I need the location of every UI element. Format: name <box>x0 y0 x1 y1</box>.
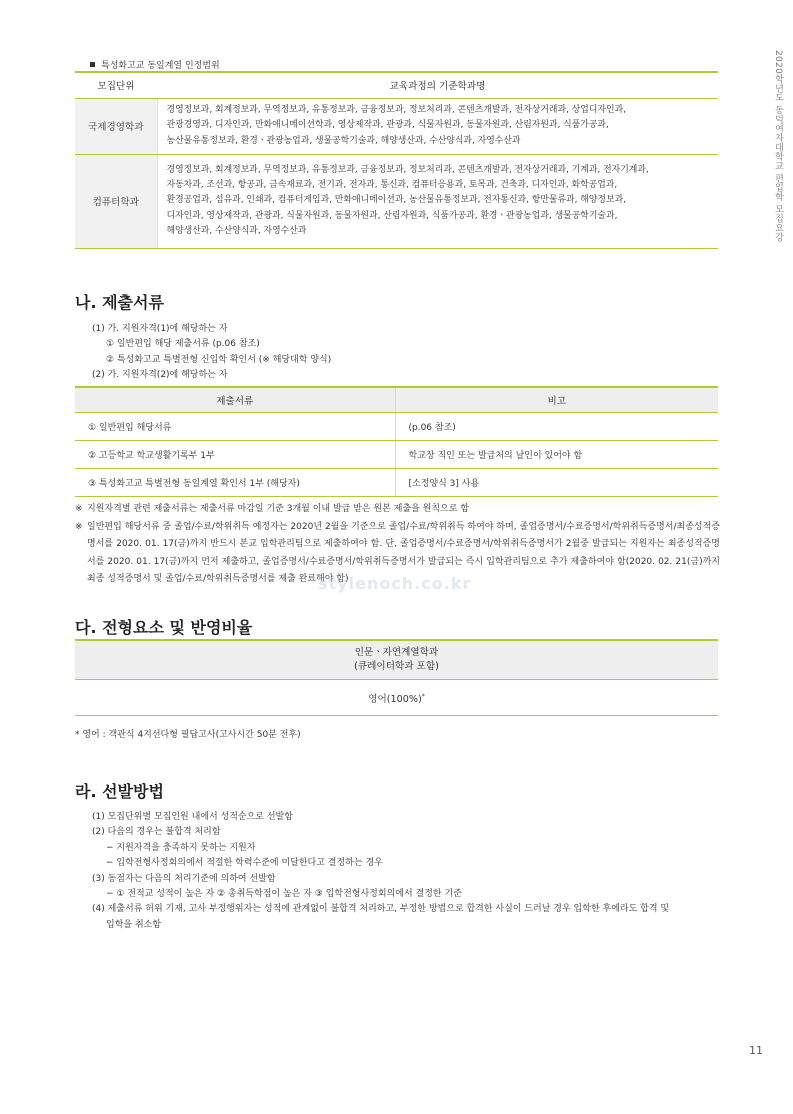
list-item: (1) 가. 지원자격(1)에 해당하는 자 <box>92 324 228 334</box>
documents-table <box>75 386 718 497</box>
remark-cell: 학교장 직인 또는 발급처의 날인이 있어야 함 <box>395 440 718 468</box>
section-title-ratio: 다. 전형요소 및 반영비율 <box>75 618 253 637</box>
square-bullet-icon <box>90 62 95 67</box>
table-header-curriculum: 교육과정의 기준학과명 <box>157 72 718 98</box>
side-running-title: 2020학년도 동덕여자대학교 편입학 모집요강 <box>773 50 783 242</box>
note-item: ※ 일반편입 해당서류 중 졸업/수료/학위취득 예정자는 2020년 2월을 기준으로 졸업/수료/학위취득 하여야 하며, 졸업증명서/수료증명서/학위취득증명서/최종성적증명서를 2020. 01. 17(금)까지 반드시 본교 입학관리팀으로 제출하여야 함. 단, 졸업증명서/수료증명서/학위취득증명서가 2월중 발급되는 지원자는 최종성적증명서를 2020. 01. 17(금)까지 먼저 제출하고, 졸업증명서/수료증명서/학위취득증명서가 발급되는 즉시 입학관리팀으로 추가 제출하여야 함(2020. 02. 21(금)까지 최종 성적증명서 및 졸업/수료/학위취득증명서를 제출 완료해야 함) <box>75 521 720 585</box>
ratio-table <box>75 639 718 716</box>
dept-cell: 컴퓨터학과 <box>75 154 157 248</box>
list-item: (2) 가. 지원자격(2)에 해당하는 자 <box>92 370 228 381</box>
curriculum-cell: 경영정보과, 회계정보과, 무역정보과, 유통정보과, 금융정보과, 정보처리과, 콘텐츠개발과, 전자상거래과, 기계과, 전자기계과, 자동차과, 조선과, 항공과, 금속재료과, 전기과, 전자과, 통신과, 컴퓨터응용과, 토목과, 건축과, 디자인과, 화학공업과, 환경공업과, 섬유과, 인쇄과, 컴퓨터게임과, 만화애니메이션과, 농산물유통정보과, 전자통신과, 항만물류과, 해양정보과, 디자인과, 영상제작과, 관광과, 식물자원과, 동물자원과, 산림자원과, 식품가공과, 환경ㆍ관광농업과, 생물공학기술과, 해양생산과, 수산양식과, 자영수산과 <box>157 154 718 248</box>
curriculum-cell: 경영정보과, 회계정보과, 무역정보과, 유통정보과, 금융정보과, 정보처리과, 콘텐츠개발과, 전자상거래과, 상업디자인과, 관광경영과, 디자인과, 만화애니메이션학과, 영상제작과, 관광과, 식물자원과, 동물자원과, 산림자원과, 식품가공과, 농산물유통정보과, 환경ㆍ관광농업과, 생물공학기술과, 해양생산과, 수산양식과, 자영수산과 <box>157 98 718 154</box>
ratio-footnote: * 영어 : 객관식 4지선다형 필답고사(고사시간 50분 전후) <box>75 730 301 740</box>
table-row <box>75 468 718 496</box>
table-row <box>75 440 718 468</box>
table-row <box>75 412 718 440</box>
same-field-label: 특성화고교 동일계열 인정범위 <box>90 58 220 71</box>
table-row <box>75 680 718 716</box>
section-title-selection: 라. 선발방법 <box>75 782 164 801</box>
selection-list <box>92 810 669 933</box>
table-row <box>75 154 718 248</box>
list-item: 입학을 취소함 <box>106 919 162 930</box>
list-item: ① 일반편입 해당 제출서류 (p.06 참조) <box>106 339 260 350</box>
document-cell: ③ 특성화고교 특별전형 동일계열 확인서 1부 (해당자) <box>75 468 395 496</box>
table-row <box>75 98 718 154</box>
watermark-text: stylenoch.co.kr <box>318 574 472 593</box>
ratio-value-cell: 영어(100%)* <box>75 680 718 716</box>
list-item: (2) 다음의 경우는 불합격 처리함 <box>92 827 221 838</box>
table-header-document: 제출서류 <box>75 387 395 412</box>
remark-cell: [소정양식 3] 사용 <box>395 468 718 496</box>
remark-cell: (p.06 참조) <box>395 412 718 440</box>
list-item: (3) 동점자는 다음의 처리기준에 의하여 선발함 <box>92 873 276 884</box>
list-item: − ① 전적교 성적이 높은 자 ② 총취득학점이 높은 자 ③ 입학전형사정회의에서 결정한 기준 <box>106 889 462 900</box>
document-cell: ② 고등학교 학교생활기록부 1부 <box>75 440 395 468</box>
section-title-documents: 나. 제출서류 <box>75 293 164 312</box>
list-item: − 지원자격을 충족하지 못하는 지원자 <box>106 842 256 853</box>
dept-cell: 국제경영학과 <box>75 98 157 154</box>
same-field-table <box>75 71 718 249</box>
list-item: (4) 제출서류 허위 기재, 고사 부정행위자는 성적에 관계없이 불합격 처리하고, 부정한 방법으로 합격한 사실이 드러날 경우 입학한 후에라도 합격 및 <box>92 904 670 915</box>
list-item: (1) 모집단위별 모집인원 내에서 성적순으로 선발함 <box>92 812 293 822</box>
table-header-dept: 모집단위 <box>75 72 157 98</box>
page-number: 11 <box>749 1044 763 1057</box>
table-header-track: 인문ㆍ자연계열학과 (큐레이터학과 포함) <box>75 640 718 680</box>
note-item: ※ 지원자격별 관련 제출서류는 제출서류 마감일 기준 3개월 이내 발급 받은 원본 제출을 원칙으로 함 <box>75 504 469 514</box>
list-item: ② 특성화고교 특별전형 신입학 확인서 (※ 해당대학 양식) <box>106 354 332 365</box>
table-header-remark: 비고 <box>395 387 718 412</box>
documents-list <box>92 322 331 384</box>
list-item: − 입학전형사정회의에서 적절한 학력수준에 미달한다고 결정하는 경우 <box>106 858 383 869</box>
document-cell: ① 일반편입 해당서류 <box>75 412 395 440</box>
